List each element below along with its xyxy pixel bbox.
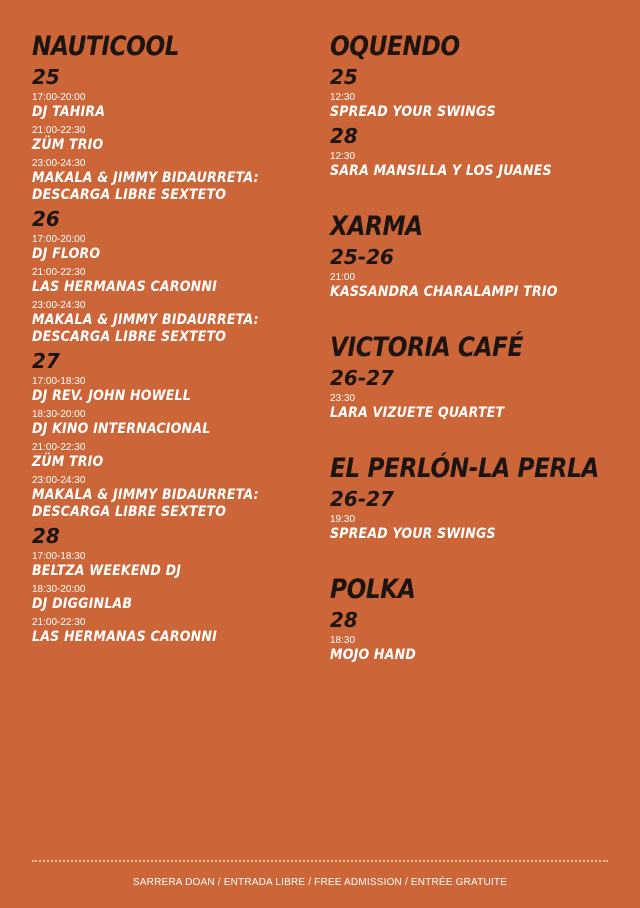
admission-note: SARRERA DOAN / ENTRADA LIBRE / FREE ADMISSION / ENTRÉE GRATUITE	[132, 877, 508, 888]
venue-block-nauticool	[32, 30, 317, 646]
event-artist: DJ TAHIRA	[32, 104, 106, 120]
event-time: 23:00-24:30	[32, 158, 86, 169]
event-artist: SARA MANSILLA Y LOS JUANES	[330, 163, 552, 179]
event-time: 18:30	[330, 635, 356, 646]
day-label: 27	[32, 349, 60, 373]
event-artist: DJ FLORO	[32, 246, 101, 262]
event-time: 17:00-20:00	[32, 234, 86, 245]
day-label: 26-27	[330, 366, 394, 390]
event-artist: SPREAD YOUR SWINGS	[330, 526, 496, 542]
event-time: 18:30-20:00	[32, 584, 86, 595]
event-time: 21:00-22:30	[32, 617, 86, 628]
event-time: 17:00-20:00	[32, 92, 86, 103]
event-time: 23:00-24:30	[32, 300, 86, 311]
venue-block-oquendo	[330, 30, 630, 180]
event-artist: BELTZA WEEKEND DJ	[32, 563, 182, 579]
day-label: 28	[330, 608, 358, 632]
event-artist: LAS HERMANAS CARONNI	[32, 629, 217, 645]
day-label: 26-27	[330, 487, 394, 511]
event-time: 19:30	[330, 514, 356, 525]
event-time: 12:30	[330, 92, 356, 103]
event-time: 18:30-20:00	[32, 409, 86, 420]
event-time: 17:00-18:30	[32, 376, 86, 387]
event-artist: SPREAD YOUR SWINGS	[330, 104, 496, 120]
day-label: 25	[32, 65, 60, 89]
day-label: 25	[330, 65, 358, 89]
event-artist: DJ DIGGINLAB	[32, 596, 133, 612]
event-artist: MAKALA & JIMMY BIDAURRETA: DESCARGA LIBRE SEXTETO	[32, 487, 259, 520]
event-time: 23:00-24:30	[32, 475, 86, 486]
venue-title: VICTORIA CAFÉ	[330, 332, 523, 363]
event-time: 17:00-18:30	[32, 551, 86, 562]
footer-divider	[32, 860, 608, 862]
event-time: 21:00-22:30	[32, 442, 86, 453]
right-column	[330, 30, 630, 668]
venue-block-victoria-cafe	[330, 331, 630, 422]
day-label: 28	[32, 524, 60, 548]
event-time: 21:00	[330, 272, 356, 283]
venue-title: POLKA	[330, 574, 416, 605]
event-artist: MAKALA & JIMMY BIDAURRETA: DESCARGA LIBRE SEXTETO	[32, 170, 259, 203]
event-artist: MAKALA & JIMMY BIDAURRETA: DESCARGA LIBRE SEXTETO	[32, 312, 259, 345]
event-time: 23:30	[330, 393, 356, 404]
event-artist: LARA VIZUETE QUARTET	[330, 405, 505, 421]
event-artist: DJ KINO INTERNACIONAL	[32, 421, 211, 437]
venue-block-el-perlon-la-perla	[330, 452, 630, 543]
venue-block-xarma	[330, 210, 630, 301]
event-artist: MOJO HAND	[330, 647, 416, 663]
left-column	[32, 30, 317, 650]
event-artist: LAS HERMANAS CARONNI	[32, 279, 217, 295]
event-time: 21:00-22:30	[32, 267, 86, 278]
venue-title: XARMA	[330, 211, 423, 242]
event-time: 21:00-22:30	[32, 125, 86, 136]
event-artist: KASSANDRA CHARALAMPI TRIO	[330, 284, 558, 300]
venue-title: NAUTICOOL	[32, 31, 180, 62]
day-label: 28	[330, 124, 358, 148]
venue-block-polka	[330, 573, 630, 664]
event-artist: ZÜM TRIO	[32, 137, 104, 153]
day-label: 26	[32, 207, 60, 231]
event-time: 12:30	[330, 151, 356, 162]
event-artist: DJ REV. JOHN HOWELL	[32, 388, 191, 404]
event-artist: ZÜM TRIO	[32, 454, 104, 470]
day-label: 25-26	[330, 245, 394, 269]
venue-title: OQUENDO	[330, 31, 460, 62]
venue-title: EL PERLÓN-LA PERLA	[330, 453, 599, 484]
